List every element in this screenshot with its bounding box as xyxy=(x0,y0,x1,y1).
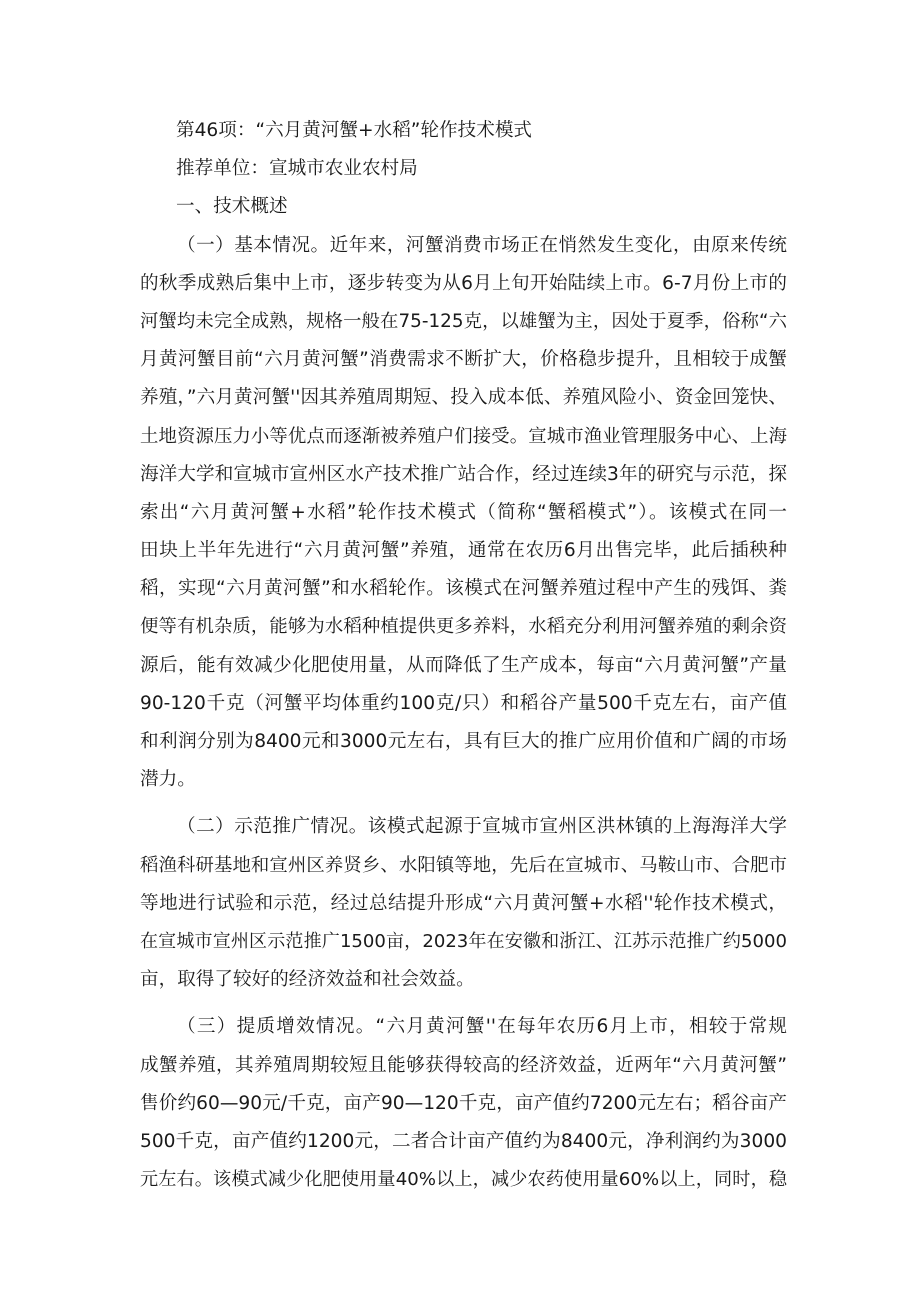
paragraph-line: 稻渔科研基地和宣州区养贤乡、水阳镇等地，先后在宣城市、马鞍山市、合肥市 xyxy=(140,854,787,876)
paragraph-demonstration xyxy=(140,808,787,999)
paragraph-line: 售价约60—90元/千克，亩产90—120千克，亩产值约7200元左右；稻谷亩产 xyxy=(140,1092,787,1114)
paragraph-line: （一）基本情况。近年来，河蟹消费市场正在悄然发生变化，由原来传统 xyxy=(177,234,787,256)
document-title: 第46项：“六月黄河蟹+水稻”轮作技术模式 xyxy=(176,120,533,141)
paragraph-line: 田块上半年先进行“六月黄河蟹”养殖，通常在农历6月出售完毕，此后插秧种 xyxy=(140,540,787,562)
paragraph-line: 河蟹均未完全成熟，规格一般在75-125克，以雄蟹为主，因处于夏季，俗称“六 xyxy=(140,310,787,332)
paragraph-spacer xyxy=(140,799,787,808)
paragraph-line: 稻，实现“六月黄河蟹”和水稻轮作。该模式在河蟹养殖过程中产生的残饵、粪 xyxy=(140,578,787,600)
paragraph-line: 元左右。该模式减少化肥使用量40%以上，减少农药使用量60%以上，同时，稳 xyxy=(140,1169,787,1191)
paragraph-line: 的秋季成熟后集中上市，逐步转变为从6月上旬开始陆续上市。6-7月份上市的 xyxy=(140,272,787,294)
paragraph-line: 源后，能有效减少化肥使用量，从而降低了生产成本，每亩“六月黄河蟹”产量 xyxy=(140,654,787,676)
paragraph-line: 在宣城市宣州区示范推广1500亩，2023年在安徽和浙江、江苏示范推广约5000 xyxy=(140,930,787,952)
paragraph-line: 成蟹养殖，其养殖周期较短且能够获得较高的经济效益，近两年“六月黄河蟹” xyxy=(140,1054,787,1076)
paragraph-line: 亩，取得了较好的经济效益和社会效益。 xyxy=(140,969,475,991)
paragraph-line: 月黄河蟹目前“六月黄河蟹”消费需求不断扩大，价格稳步提升，且相较于成蟹 xyxy=(140,349,787,371)
document-page xyxy=(140,112,787,1199)
paragraph-line: （三）提质增效情况。“六月黄河蟹''在每年农历6月上市，相较于常规 xyxy=(177,1016,787,1038)
recommender-line: 推荐单位：宣城市农业农村局 xyxy=(176,158,418,180)
paragraph-line: 土地资源压力小等优点而逐渐被养殖户们接受。宣城市渔业管理服务中心、上海 xyxy=(140,425,787,447)
paragraph-quality-efficiency xyxy=(140,1008,787,1199)
paragraph-basic-situation xyxy=(140,227,787,800)
paragraph-line: 海洋大学和宣城市宣州区水产技术推广站合作，经过连续3年的研究与示范，探 xyxy=(140,463,787,485)
paragraph-line: 500千克，亩产值约1200元，二者合计亩产值约为8400元，净利润约为3000 xyxy=(140,1130,787,1152)
paragraph-line: 便等有机杂质，能够为水稻种植提供更多养料，水稻充分利用河蟹养殖的剩余资 xyxy=(140,616,787,638)
paragraph-line: 养殖，”六月黄河蟹''因其养殖周期短、投入成本低、养殖风险小、资金回笼快、 xyxy=(140,387,787,409)
paragraph-line: 索出“六月黄河蟹+水稻”轮作技术模式（简称“蟹稻模式”）。该模式在同一 xyxy=(140,501,787,523)
paragraph-line: （二）示范推广情况。该模式起源于宣城市宣州区洪林镇的上海海洋大学 xyxy=(177,816,787,838)
paragraph-line: 90-120千克（河蟹平均体重约100克/只）和稻谷产量500千克左右，亩产值 xyxy=(140,692,787,714)
section-heading: 一、技术概述 xyxy=(176,196,288,218)
paragraph-spacer xyxy=(140,999,787,1008)
paragraph-line: 潜力。 xyxy=(140,769,196,791)
paragraph-line: 和利润分别为8400元和3000元左右，具有巨大的推广应用价值和广阔的市场 xyxy=(140,731,787,752)
paragraph-line: 等地进行试验和示范，经过总结提升形成“六月黄河蟹+水稻''轮作技术模式， xyxy=(140,892,787,914)
